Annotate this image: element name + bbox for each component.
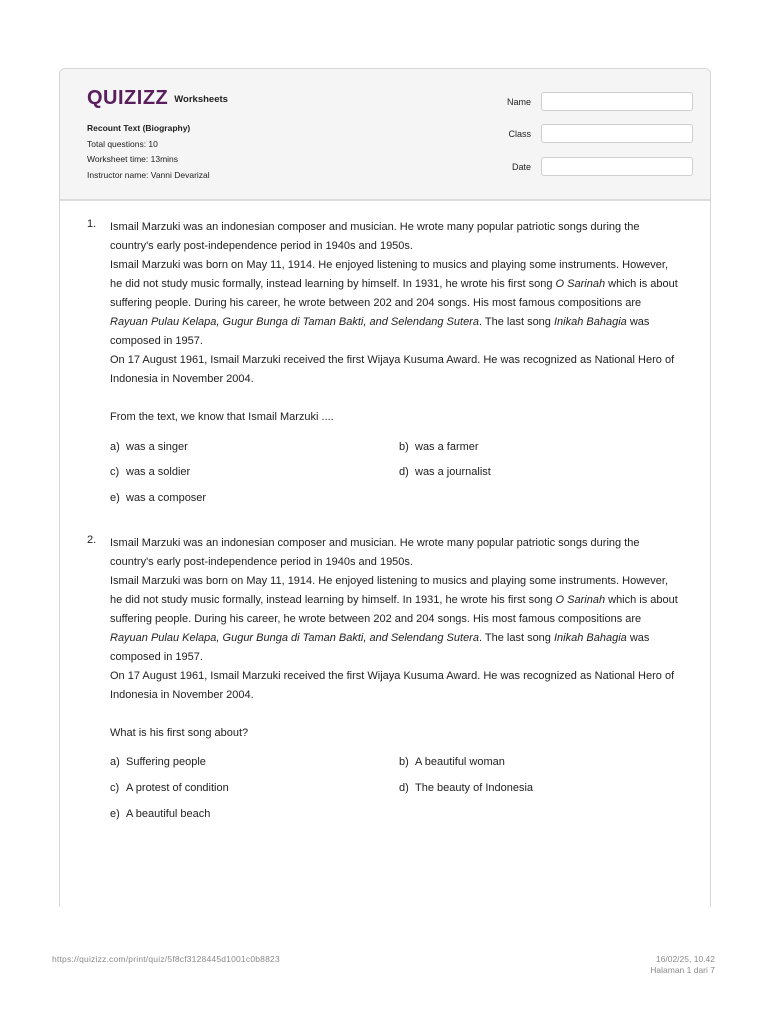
class-input[interactable]	[541, 124, 693, 143]
date-field	[480, 157, 693, 176]
option-b[interactable]	[399, 756, 505, 768]
worksheet-page	[59, 68, 711, 907]
brand	[87, 87, 228, 110]
option-key: d)	[399, 466, 409, 478]
worksheet-meta	[87, 121, 210, 183]
passage-paragraph: On 17 August 1961, Ismail Marzuki received the first Wijaya Kusuma Award. He was recognized as National Hero of Indonesia in November 2004.	[110, 670, 675, 701]
passage-text: . The last song	[478, 632, 554, 644]
question-prompt: What is his first song about?	[110, 727, 249, 739]
question-number: 1.	[87, 218, 97, 230]
option-key: c)	[110, 466, 120, 478]
worksheet-time: Worksheet time: 13mins	[87, 154, 179, 164]
option-text: was a journalist	[415, 466, 491, 478]
option-text: was a soldier	[126, 466, 191, 478]
option-text: was a singer	[126, 441, 188, 453]
option-text: A beautiful woman	[415, 756, 505, 768]
question-passage	[110, 218, 680, 427]
passage-paragraph: Ismail Marzuki was an indonesian composer and musician. He wrote many popular patriotic songs during the country's early post-independence period in 1940s and 1950s.	[110, 221, 640, 252]
option-d[interactable]	[399, 782, 533, 794]
date-label: Date	[511, 161, 531, 172]
option-key: d)	[399, 782, 409, 794]
option-text: A beautiful beach	[126, 808, 211, 820]
option-key: e)	[110, 492, 120, 504]
passage-text: . The last song	[478, 316, 554, 328]
option-e[interactable]	[110, 492, 206, 504]
question-prompt: From the text, we know that Ismail Marzuki ....	[110, 411, 334, 423]
song-title: O Sarinah	[555, 594, 606, 606]
option-text: A protest of condition	[126, 782, 229, 794]
option-key: b)	[399, 441, 409, 453]
passage-paragraph	[110, 256, 680, 351]
option-key: b)	[399, 756, 409, 768]
passage-paragraph	[110, 572, 680, 667]
option-key: e)	[110, 808, 120, 820]
question-number: 2.	[87, 534, 97, 546]
option-key: c)	[110, 782, 120, 794]
footer-info	[650, 954, 715, 976]
option-e[interactable]	[110, 808, 210, 820]
option-c[interactable]	[110, 466, 190, 478]
name-field	[480, 92, 693, 111]
instructor-name: Instructor name: Vanni Devarizal	[87, 169, 210, 180]
song-titles: Rayuan Pulau Kelapa, Gugur Bunga di Taman Bakti, and Selendang Sutera	[110, 316, 479, 328]
passage-text: which is about suffering people. During his career, he wrote between 202 and 204 songs. His most famous compositions are	[110, 278, 678, 309]
option-d[interactable]	[399, 466, 491, 478]
option-b[interactable]	[399, 441, 479, 453]
song-titles: Rayuan Pulau Kelapa, Gugur Bunga di Taman Bakti, and Selendang Sutera	[110, 632, 479, 644]
passage-text: was composed in 1957.	[110, 632, 650, 663]
name-label: Name	[506, 96, 531, 107]
option-a[interactable]	[110, 441, 188, 453]
option-text: was a composer	[126, 492, 207, 504]
passage-paragraph: Ismail Marzuki was an indonesian composer and musician. He wrote many popular patriotic songs during the country's early post-independence period in 1940s and 1950s.	[110, 537, 640, 568]
quizizz-logo: QUIZIZZ	[87, 87, 169, 109]
option-c[interactable]	[110, 782, 229, 794]
worksheet-title: Recount Text (Biography)	[87, 123, 191, 133]
page-number: Halaman 1 dari 7	[650, 965, 715, 975]
song-title: O Sarinah	[555, 278, 606, 290]
passage-text: which is about suffering people. During his career, he wrote between 202 and 204 songs. His most famous compositions are	[110, 594, 678, 625]
option-key: a)	[110, 756, 120, 768]
option-text: was a farmer	[415, 441, 479, 453]
footer-url: https://quizizz.com/print/quiz/5f8cf3128445d1001c0b8823	[52, 954, 280, 964]
option-a[interactable]	[110, 756, 206, 768]
class-label: Class	[508, 128, 531, 139]
name-input[interactable]	[541, 92, 693, 111]
passage-text: Ismail Marzuki was born on May 11, 1914. He enjoyed listening to musics and playing some instruments. However, he did not study music formally, instead learning by himself. In 1931, he wrote his first song	[110, 259, 669, 290]
song-title: Inikah Bahagia	[553, 632, 627, 644]
passage-text: was composed in 1957.	[110, 316, 650, 347]
passage-text: Ismail Marzuki was born on May 11, 1914. He enjoyed listening to musics and playing some instruments. However, he did not study music formally, instead learning by himself. In 1931, he wrote his first song	[110, 575, 669, 606]
total-questions: Total questions: 10	[87, 138, 158, 149]
option-text: The beauty of Indonesia	[415, 782, 534, 794]
option-text: Suffering people	[126, 756, 206, 768]
date-input[interactable]	[541, 157, 693, 176]
option-key: a)	[110, 441, 120, 453]
print-datetime: 16/02/25, 10.42	[655, 954, 715, 964]
passage-paragraph: On 17 August 1961, Ismail Marzuki received the first Wijaya Kusuma Award. He was recognized as National Hero of Indonesia in November 2004.	[110, 354, 675, 385]
class-field	[480, 124, 693, 143]
brand-subtitle: Worksheets	[174, 94, 228, 105]
question-passage	[110, 534, 680, 743]
song-title: Inikah Bahagia	[553, 316, 627, 328]
worksheet-header	[60, 69, 710, 201]
